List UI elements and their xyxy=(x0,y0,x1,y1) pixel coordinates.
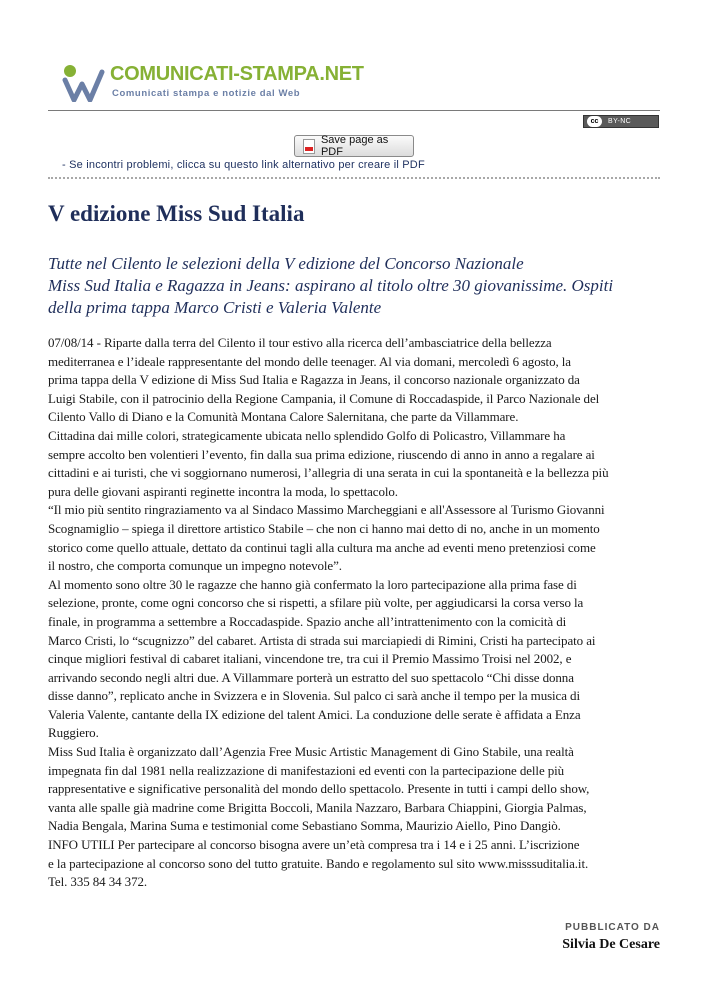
body-line: cinque migliori festival di cabaret italiani, vincendone tre, tra cui il Premio Massimo Troisi nel 2002, e xyxy=(48,651,572,667)
subtitle-line: Miss Sud Italia e Ragazza in Jeans: aspirano al titolo oltre 30 giovanissime. Ospiti xyxy=(48,276,614,295)
article-body xyxy=(48,334,668,892)
author-name: Silvia De Cesare xyxy=(562,937,660,952)
body-line: Al momento sono oltre 30 le ragazze che hanno già confermato la loro partecipazione alla prima fase di xyxy=(48,576,577,592)
body-line: disse danno”, replicato anche in Svizzera e in Slovenia. Sul palco ci sarà anche il tempo per la musica di xyxy=(48,688,580,704)
body-line: finale, in programma a settembre a Roccadaspide. Spazio anche all’intrattenimento con la comicità di xyxy=(48,613,567,629)
dotted-divider xyxy=(48,177,660,179)
body-line: e la partecipazione al concorso sono del tutto gratuite. Bando e regolamento sul sito www.misssuditalia.it. xyxy=(48,855,589,871)
save-as-pdf-button[interactable] xyxy=(294,135,414,157)
subtitle-line: della prima tappa Marco Cristi e Valeria Valente xyxy=(48,298,382,317)
body-line: 07/08/14 - Riparte dalla terra del Cilento il tour estivo alla ricerca dell’ambasciatrice della bellezza xyxy=(48,335,552,350)
body-line: Luigi Stabile, con il patrocinio della Regione Campania, il Comune di Roccadaspide, il Parco Nazionale del xyxy=(48,390,600,406)
body-line: arrivando secondo negli altri due. A Villammare porterà un estratto del suo spettacolo “Chi disse donna xyxy=(48,669,574,685)
body-line: Miss Sud Italia è organizzato dall’Agenzia Free Music Artistic Management di Gino Stabile, una realtà xyxy=(48,744,574,760)
body-line: pura delle giovani aspiranti reginette incontra la moda, lo spettacolo. xyxy=(48,483,398,499)
license-text: BY-NC xyxy=(608,118,632,125)
header-divider xyxy=(48,110,660,111)
logo-title: COMUNICATI-STAMPA.NET xyxy=(110,63,364,85)
body-line: Nadia Bengala, Marina Suma e testimonial come Sebastiano Somma, Maurizio Aiello, Pino Dangiò. xyxy=(48,818,561,834)
alternative-pdf-link[interactable]: - Se incontri problemi, clicca su questo link alternativo per creare il PDF xyxy=(62,159,425,171)
body-line: storico come quello attuale, dettato da continui tagli alla cultura ma anche ad eventi meno pretenziosi come xyxy=(48,539,596,555)
body-line: Cilento Vallo di Diano e la Comunità Montana Calore Salernitana, che parte da Villammare. xyxy=(48,409,519,425)
logo-w-icon xyxy=(62,62,106,102)
body-line: rappresentative e significative personalità del mondo dello spettacolo. Presente in tutti i campi dello show, xyxy=(48,781,590,797)
body-line: Cittadina dai mille colori, strategicamente ubicata nello splendido Golfo di Policastro, Villammare ha xyxy=(48,427,566,443)
published-by-label: PUBBLICATO DA xyxy=(565,922,660,933)
body-line: Ruggiero. xyxy=(48,725,99,741)
body-line: mediterranea e l’ideale rappresentante del mondo delle teenager. Al via domani, mercoledì 6 agosto, la xyxy=(48,353,571,369)
save-as-pdf-label: Save page as PDF xyxy=(320,134,389,158)
body-line: “Il mio più sentito ringraziamento va al Sindaco Massimo Marcheggiani e all'Assessore al Turismo Giovanni xyxy=(48,502,605,518)
logo-subtitle: Comunicati stampa e notizie dal Web xyxy=(112,88,301,99)
body-line: impegnata fin dal 1981 nella realizzazione di manifestazioni ed eventi con la partecipazione delle più xyxy=(48,762,565,778)
body-line: vanta alle spalle già madrine come Brigitta Boccoli, Manila Nazzaro, Barbara Chiappini, Giorgia Palmas, xyxy=(48,799,587,815)
body-line: Valeria Valente, cantante della IX edizione del talent Amici. La conduzione delle serate è affidata a Enza xyxy=(48,706,581,722)
article-title: V edizione Miss Sud Italia xyxy=(48,201,305,226)
body-line: INFO UTILI Per partecipare al concorso bisogna avere un’età compresa tra i 14 e i 25 anni. L’iscrizione xyxy=(48,837,580,853)
article-subtitle xyxy=(48,253,658,319)
body-line: selezione, pronte, come ogni concorso che si rispetti, a sfilare più volte, per aggiudicarsi la corsa verso la xyxy=(48,595,584,611)
body-line: Scognamiglio – spiega il direttore artistico Stabile – che non ci hanno mai detto di no, anche in un momento xyxy=(48,520,600,536)
subtitle-line: Tutte nel Cilento le selezioni della V edizione del Concorso Nazionale xyxy=(48,254,524,273)
creative-commons-icon: cc xyxy=(587,116,602,127)
pdf-file-icon xyxy=(303,139,315,154)
body-line: Tel. 335 84 34 372. xyxy=(48,874,148,890)
body-line: il nostro, che comporta comunque un impegno notevole”. xyxy=(48,558,342,574)
body-line: sempre accolto ben volentieri l’evento, fin dalla sua prima edizione, riuscendo di anno in anno a regalare ai xyxy=(48,446,595,462)
license-badge[interactable] xyxy=(583,115,659,128)
site-logo[interactable] xyxy=(62,60,362,104)
body-line: prima tappa della V edizione di Miss Sud Italia e Ragazza in Jeans, il concorso nazionale organizzato da xyxy=(48,372,580,388)
body-line: cittadini e ai turisti, che vi soggiornano numerosi, l’allegria di una serata in cui la spontaneità e la bellezza più xyxy=(48,465,609,481)
body-line: Marco Cristi, lo “scugnizzo” del cabaret. Artista di strada sui marciapiedi di Rimini, Cristi ha partecipato ai xyxy=(48,632,596,648)
